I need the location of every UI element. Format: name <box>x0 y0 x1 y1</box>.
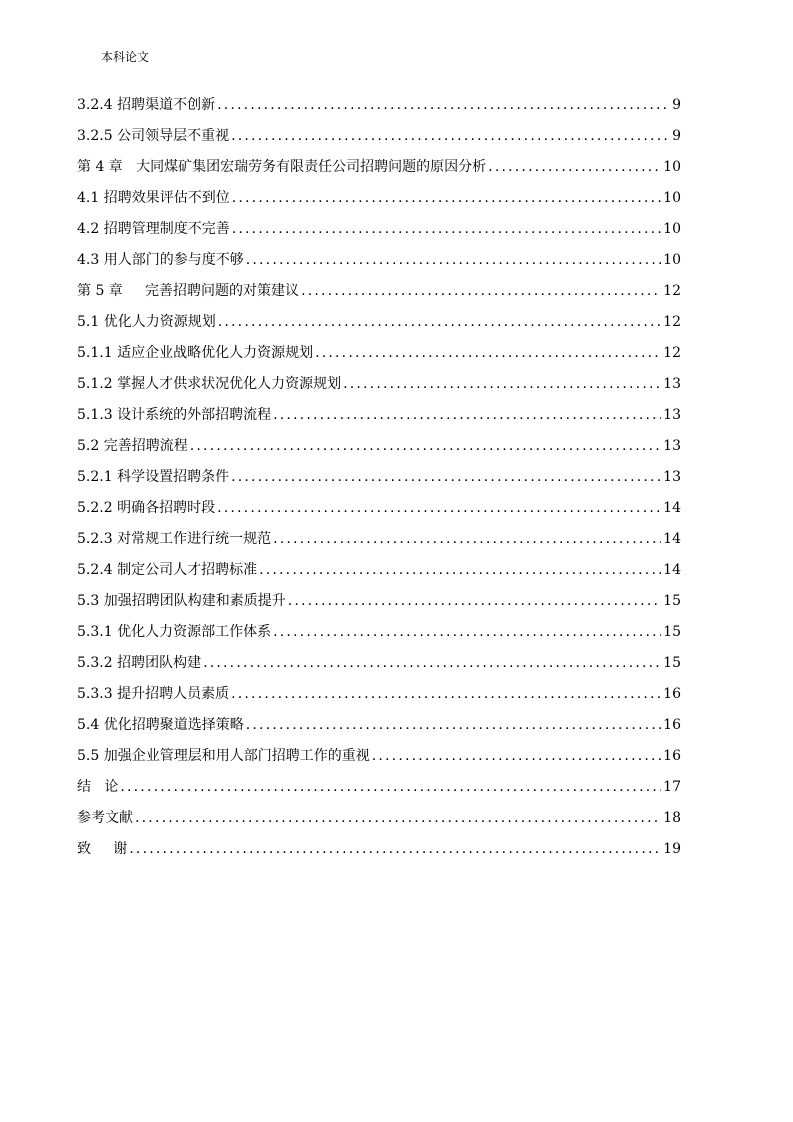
toc-entry[interactable] <box>77 838 681 869</box>
toc-entry-page: 17 <box>663 779 681 795</box>
toc-entry-title: 5.3.3 提升招聘人员素质 <box>77 686 230 702</box>
toc-entry-page: 10 <box>663 159 681 175</box>
dot-leader <box>231 683 661 705</box>
toc-entry-title: 5.1.3 设计系统的外部招聘流程 <box>77 407 272 423</box>
toc-entry-page: 14 <box>663 500 681 516</box>
toc-entry[interactable] <box>77 125 681 156</box>
toc-entry[interactable] <box>77 683 681 714</box>
toc-entry-title: 致 谢 <box>77 841 128 857</box>
dot-leader <box>129 838 661 860</box>
toc-entry-page: 13 <box>663 407 681 423</box>
toc-entry-title: 5.3.1 优化人力资源部工作体系 <box>77 624 272 640</box>
toc-entry-title: 3.2.4 招聘渠道不创新 <box>77 97 216 113</box>
toc-entry-title: 5.2.1 科学设置招聘条件 <box>77 469 230 485</box>
dot-leader <box>246 249 661 271</box>
toc-entry-title: 4.2 招聘管理制度不完善 <box>77 221 230 237</box>
toc-entry-page: 14 <box>663 562 681 578</box>
dot-leader <box>343 373 661 395</box>
dot-leader <box>190 435 661 457</box>
toc-entry-page: 16 <box>663 717 681 733</box>
toc-entry[interactable] <box>77 94 681 125</box>
toc-entry-title: 4.1 招聘效果评估不到位 <box>77 190 230 206</box>
dot-leader <box>259 559 661 581</box>
toc-entry[interactable] <box>77 807 681 838</box>
toc-entry[interactable] <box>77 249 681 280</box>
toc-entry[interactable] <box>77 745 681 776</box>
dot-leader <box>372 745 661 767</box>
dot-leader <box>301 280 661 302</box>
dot-leader <box>288 590 661 612</box>
toc-entry-title: 第 4 章 大同煤矿集团宏瑞劳务有限责任公司招聘问题的原因分析 <box>77 159 487 175</box>
toc-entry-title: 5.3.2 招聘团队构建 <box>77 655 202 671</box>
toc-entry[interactable] <box>77 497 681 528</box>
dot-leader <box>488 156 661 178</box>
dot-leader <box>217 497 661 519</box>
table-of-contents <box>77 94 681 869</box>
dot-leader <box>120 776 661 798</box>
toc-entry-title: 5.1 优化人力资源规划 <box>77 314 216 330</box>
toc-entry-title: 5.3 加强招聘团队构建和素质提升 <box>77 593 286 609</box>
toc-entry[interactable] <box>77 373 681 404</box>
dot-leader <box>217 94 669 116</box>
toc-entry-title: 5.1.1 适应企业战略优化人力资源规划 <box>77 345 314 361</box>
dot-leader <box>231 466 661 488</box>
toc-entry[interactable] <box>77 652 681 683</box>
dot-leader <box>315 342 661 364</box>
dot-leader <box>135 807 661 829</box>
toc-entry[interactable] <box>77 621 681 652</box>
toc-entry-page: 12 <box>663 314 681 330</box>
toc-entry-page: 10 <box>663 221 681 237</box>
toc-entry[interactable] <box>77 156 681 187</box>
dot-leader <box>273 528 661 550</box>
toc-entry[interactable] <box>77 714 681 745</box>
toc-entry-page: 12 <box>663 283 681 299</box>
dot-leader <box>273 404 661 426</box>
toc-entry-page: 19 <box>663 841 681 857</box>
toc-entry-title: 5.2.4 制定公司人才招聘标准 <box>77 562 258 578</box>
dot-leader <box>232 218 661 240</box>
toc-entry-page: 13 <box>663 376 681 392</box>
toc-entry[interactable] <box>77 466 681 497</box>
toc-entry-page: 16 <box>663 748 681 764</box>
toc-entry[interactable] <box>77 435 681 466</box>
toc-entry-title: 第 5 章 完善招聘问题的对策建议 <box>77 283 300 299</box>
page-header: 本科论文 <box>101 50 150 64</box>
toc-entry-page: 12 <box>663 345 681 361</box>
toc-entry-title: 5.2.3 对常规工作进行统一规范 <box>77 531 272 547</box>
toc-entry-title: 3.2.5 公司领导层不重视 <box>77 128 230 144</box>
toc-entry[interactable] <box>77 528 681 559</box>
toc-entry-title: 4.3 用人部门的参与度不够 <box>77 252 244 268</box>
toc-entry[interactable] <box>77 590 681 621</box>
toc-entry-title: 5.2 完善招聘流程 <box>77 438 188 454</box>
dot-leader <box>246 714 661 736</box>
toc-entry-title: 结 论 <box>77 779 119 795</box>
toc-entry-page: 15 <box>663 593 681 609</box>
toc-entry-page: 15 <box>663 655 681 671</box>
toc-entry[interactable] <box>77 776 681 807</box>
toc-entry-title: 5.2.2 明确各招聘时段 <box>77 500 216 516</box>
dot-leader <box>218 311 661 333</box>
toc-entry[interactable] <box>77 187 681 218</box>
toc-entry-page: 18 <box>663 810 681 826</box>
dot-leader <box>232 187 661 209</box>
toc-entry-page: 13 <box>663 469 681 485</box>
toc-entry[interactable] <box>77 218 681 249</box>
toc-entry-title: 5.4 优化招聘聚道选择策略 <box>77 717 244 733</box>
toc-entry-page: 16 <box>663 686 681 702</box>
toc-entry-title: 参考文献 <box>77 810 133 826</box>
toc-entry-page: 9 <box>672 128 681 144</box>
toc-entry-page: 10 <box>663 252 681 268</box>
toc-entry[interactable] <box>77 559 681 590</box>
toc-entry-page: 9 <box>672 97 681 113</box>
toc-entry-page: 13 <box>663 438 681 454</box>
toc-entry-title: 5.1.2 掌握人才供求状况优化人力资源规划 <box>77 376 342 392</box>
dot-leader <box>203 652 661 674</box>
toc-entry-page: 15 <box>663 624 681 640</box>
toc-entry[interactable] <box>77 311 681 342</box>
toc-entry[interactable] <box>77 342 681 373</box>
toc-entry-page: 14 <box>663 531 681 547</box>
toc-entry[interactable] <box>77 280 681 311</box>
toc-entry-page: 10 <box>663 190 681 206</box>
toc-entry-title: 5.5 加强企业管理层和用人部门招聘工作的重视 <box>77 748 370 764</box>
toc-entry[interactable] <box>77 404 681 435</box>
dot-leader <box>231 125 669 147</box>
dot-leader <box>273 621 661 643</box>
